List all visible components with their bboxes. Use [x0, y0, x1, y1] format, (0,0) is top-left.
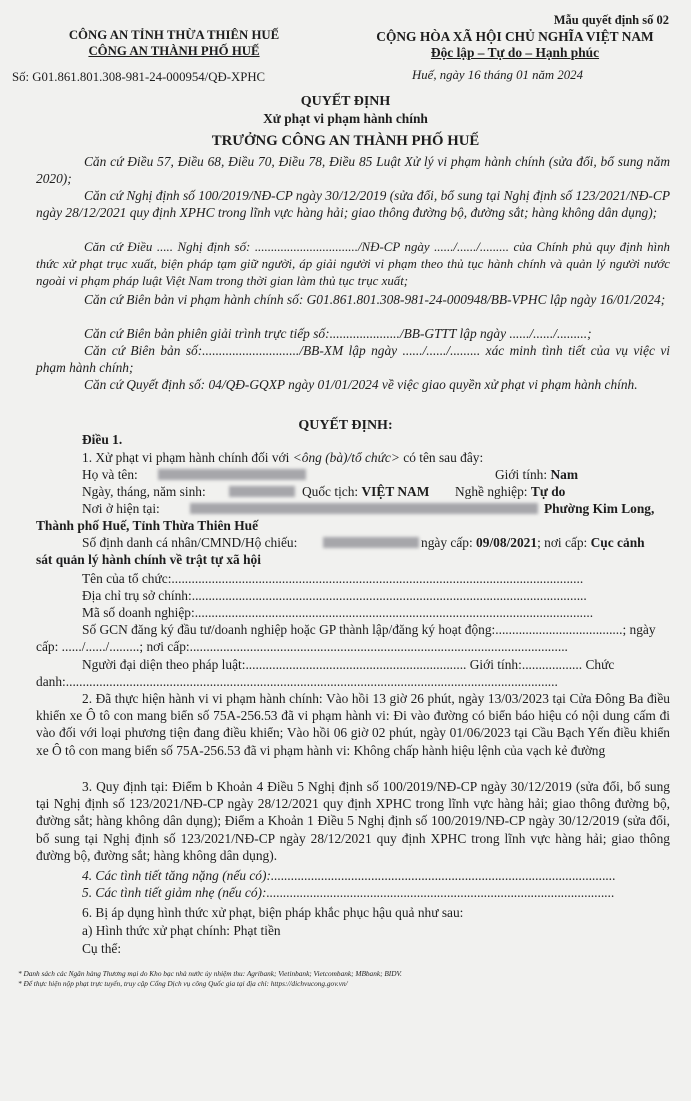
address-ward: Phường Kim Long, [544, 501, 655, 516]
legal-basis-3: Căn cứ Điều ..... Nghị định số: ................................/NĐ-CP ngày ....../....../......... của Chính phủ quy định hình thức xử phạt trục xuất, biện pháp tạm giữ người, áp giải người vi phạm theo thủ tục hành chính và quản lý người nước ngoài vi phạm pháp luật Việt Nam trong thời gian làm thủ tục trục xuất; [36, 240, 670, 289]
redacted-id [323, 537, 419, 548]
agency-parent: CÔNG AN TỈNH THỪA THIÊN HUẾ [68, 28, 280, 42]
penalty-heading: 6. Bị áp dụng hình thức xử phạt, biện pháp khắc phục hậu quả như sau: [82, 905, 464, 920]
country-name: CỘNG HÒA XÃ HỘI CHỦ NGHĨA VIỆT NAM [376, 29, 654, 44]
mitigating-factors: 5. Các tình tiết giảm nhẹ (nếu có):........................................................................................................ [82, 885, 615, 900]
aggravating-factors: 4. Các tình tiết tăng nặng (nếu có):....................................................................................................... [82, 868, 616, 883]
legal-basis-5: Căn cứ Biên bản phiên giải trình trực tiếp số:...................../BB-GTTT lập ngày ....../....../.........; [84, 326, 592, 341]
legal-basis-6: Căn cứ Biên bản số:............................./BB-XM lập ngày ....../....../......... xác minh tình tiết của vụ việc vi phạm hành chính; [36, 343, 670, 376]
decision-date: Huế, ngày 16 tháng 01 năm 2024 [412, 68, 583, 82]
nationality-row: Quốc tịch: VIỆT NAM [302, 484, 430, 499]
occupation-row: Nghề nghiệp: Tự do [455, 484, 566, 499]
footnote-banks: * Danh sách các Ngân hàng Thương mại do Kho bạc nhà nước ủy nhiệm thu: Agribank; Vietinbank; Vietcombank; MBbank; BIDV. [18, 969, 402, 978]
redacted-address [190, 503, 538, 514]
org-representative-title-field: danh:................................................................................................................................................... [36, 674, 558, 689]
legal-basis-2: Căn cứ Nghị định số 100/2019/NĐ-CP ngày 30/12/2019 (sửa đổi, bổ sung tại Nghị định số 123/2021/NĐ-CP ngày 28/12/2021 quy định XPHC trong lĩnh vực hàng hải; giao thông đường bộ, đường sắt; hàng không dân dụng); [36, 188, 670, 221]
national-motto: Độc lập – Tự do – Hạnh phúc [430, 45, 600, 60]
org-name-field: Tên của tổ chức:........................................................................................................................... [82, 571, 584, 586]
dob-label: Ngày, tháng, năm sinh: [82, 484, 206, 499]
article-1-label: Điều 1. [82, 432, 123, 447]
gender-row: Giới tính: Nam [495, 467, 578, 482]
legal-regulation: 3. Quy định tại: Điểm b Khoản 4 Điều 5 Nghị định số 100/2019/NĐ-CP ngày 30/12/2019 (sửa đổi, bổ sung tại Nghị định số 123/2021/NĐ-CP ngày 28/12/2021 quy định XPHC trong lĩnh vực hàng hải; giao thông đường bộ, đường sắt; hàng không dân dụng); Điểm a Khoản 1 Điều 5 Nghị định số 100/2019/NĐ-CP ngày 30/12/2019 (sửa đổi, bổ sung tại Nghị định số 123/2021/NĐ-CP ngày 28/12/2021 quy định XPHC trong lĩnh vực hàng hải; giao thông đường bộ, đường sắt; hàng không dân dụng). [36, 779, 670, 863]
id-label: Số định danh cá nhân/CMND/Hộ chiếu: [82, 535, 298, 550]
document-subtitle: Xử phạt vi phạm hành chính [263, 111, 428, 126]
org-address-field: Địa chỉ trụ sở chính:...................................................................................................................... [82, 588, 587, 603]
org-cert-issue-field: cấp: ....../....../.........; nơi cấp:................................................................................................................. [36, 639, 568, 654]
agency: CÔNG AN THÀNH PHỐ HUẾ [88, 44, 260, 58]
id-issue-place: sát quản lý hành chính về trật tự xã hội [36, 552, 261, 567]
issuer-title: TRƯỞNG CÔNG AN THÀNH PHỐ HUẾ [211, 133, 480, 149]
address-label: Nơi ở hiện tại: [82, 501, 160, 516]
org-cert-field: Số GCN đăng ký đầu tư/doanh nghiệp hoặc GP thành lập/đăng ký hoạt động:......................................; ngày [82, 622, 656, 637]
org-tax-field: Mã số doanh nghiệp:....................................................................................................................... [82, 605, 594, 620]
legal-basis-4: Căn cứ Biên bản vi phạm hành chính số: G01.861.801.308-981-24-000948/BB-VPHC lập ngày 16/01/2024; [84, 292, 666, 307]
form-number: Mẫu quyết định số 02 [553, 13, 669, 27]
penalty-details-label: Cụ thể: [82, 941, 122, 956]
legal-basis-7: Căn cứ Quyết định số: 04/QĐ-GQXP ngày 01/01/2024 về việc giao quyền xử phạt vi phạm hành chính. [84, 377, 638, 392]
redacted-name [158, 469, 306, 480]
main-penalty: a) Hình thức xử phạt chính: Phạt tiền [82, 923, 281, 938]
article-1-intro: 1. Xử phạt vi phạm hành chính đối với <ông (bà)/tổ chức> có tên sau đây: [82, 450, 484, 465]
footnote-online-payment: * Để thực hiện nộp phạt trực tuyến, truy cập Cổng Dịch vụ công Quốc gia tại địa chỉ: https://dichvucong.gov.vn/ [18, 979, 348, 988]
legal-basis-1: Căn cứ Điều 57, Điều 68, Điều 70, Điều 78, Điều 85 Luật Xử lý vi phạm hành chính (sửa đổi, bổ sung năm 2020); [36, 154, 670, 187]
violation-description: 2. Đã thực hiện hành vi vi phạm hành chính: Vào hồi 13 giờ 26 phút, ngày 13/03/2023 tại Cửa Đông Ba điều khiển xe Ô tô con mang biển số 75A-256.53 đã vi phạm hành vi: Đi vào đường có biển báo hiệu có nội dung cấm đi vào đối với loại phương tiện đang điều khiển; Vào hồi 06 giờ 02 phút, ngày 01/06/2023 tại Cầu Bạch Yến điều khiển xe Ô tô con mang biển số 75A-256.53 đã vi phạm hành vi: Không chấp hành hiệu lệnh của vạch kẻ đường [36, 691, 670, 758]
address-city: Thành phố Huế, Tỉnh Thừa Thiên Huế [36, 518, 259, 533]
decision-heading: QUYẾT ĐỊNH: [298, 418, 393, 433]
redacted-dob [229, 486, 295, 497]
document-title: QUYẾT ĐỊNH [300, 94, 391, 109]
org-representative-field: Người đại diện theo pháp luật:.................................................................. Giới tính:.................. Chức [82, 657, 615, 672]
decision-number: Số: G01.861.801.308-981-24-000954/QĐ-XPHC [12, 70, 266, 84]
violator-name-label: Họ và tên: [82, 467, 138, 482]
id-issue-row: ngày cấp: 09/08/2021; nơi cấp: Cục cảnh [421, 535, 645, 550]
